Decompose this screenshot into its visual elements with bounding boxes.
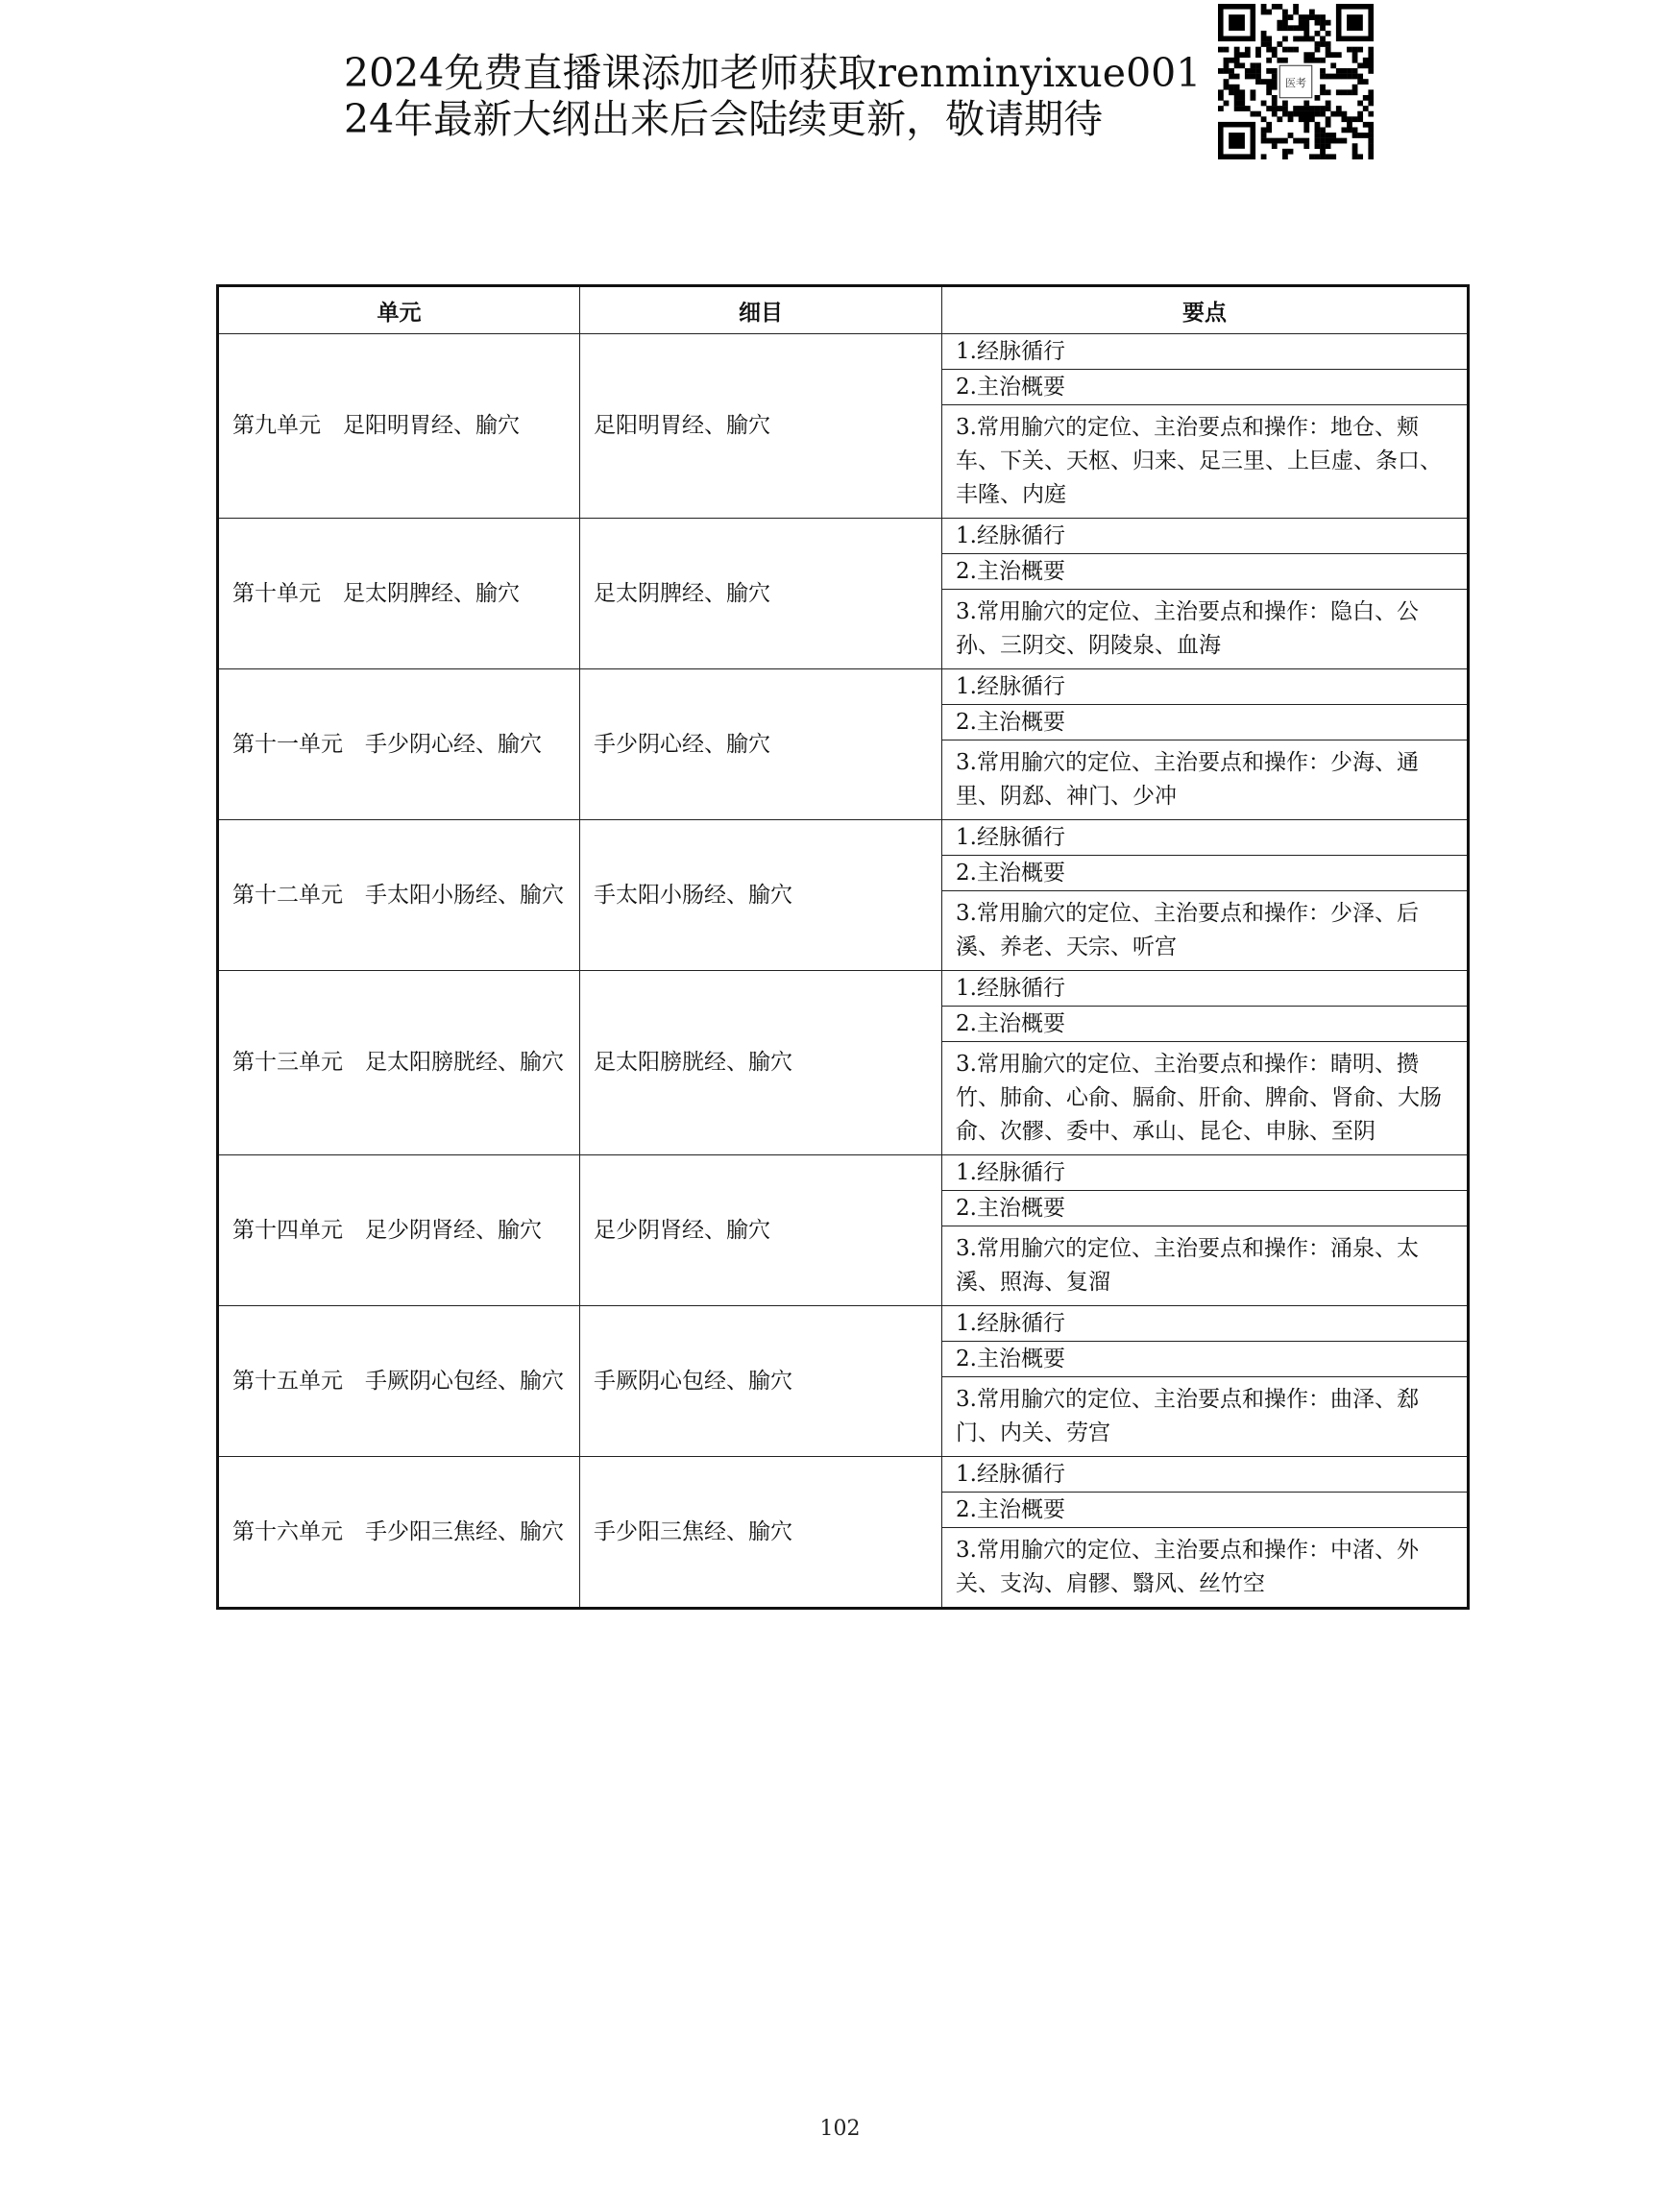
subitem-cell: 足阳明胃经、腧穴 [580,334,942,519]
promo-header [344,50,1208,142]
table-header-row [218,286,1469,334]
keypoint-cell: 3.常用腧穴的定位、主治要点和操作：中渚、外关、支沟、肩髎、翳风、丝竹空 [942,1528,1469,1609]
unit-cell: 第十单元 足太阴脾经、腧穴 [218,519,580,669]
keypoint-cell: 3.常用腧穴的定位、主治要点和操作：睛明、攒竹、肺俞、心俞、膈俞、肝俞、脾俞、肾俞、大肠俞、次髎、委中、承山、昆仑、申脉、至阴 [942,1042,1469,1155]
table-row [218,334,1469,370]
promo-line-1: 2024免费直播课添加老师获取renminyixue001 [344,50,1202,96]
unit-cell: 第十六单元 手少阳三焦经、腧穴 [218,1457,580,1609]
keypoint-cell: 2.主治概要 [942,856,1469,891]
table-row [218,669,1469,705]
subitem-cell: 足太阴脾经、腧穴 [580,519,942,669]
page-number: 102 [819,2117,861,2141]
keypoint-cell: 1.经脉循行 [942,334,1469,370]
unit-cell: 第十四单元 足少阴肾经、腧穴 [218,1155,580,1306]
keypoint-cell: 2.主治概要 [942,554,1469,590]
keypoint-cell: 1.经脉循行 [942,519,1469,554]
subitem-cell: 足太阳膀胱经、腧穴 [580,971,942,1155]
keypoint-cell: 2.主治概要 [942,1191,1469,1226]
keypoint-cell: 1.经脉循行 [942,669,1469,705]
table-body [218,334,1469,1609]
keypoint-cell: 2.主治概要 [942,1493,1469,1528]
syllabus-table [216,284,1470,1610]
table-row [218,971,1469,1007]
keypoint-cell: 2.主治概要 [942,1342,1469,1377]
qr-code-image [1218,4,1374,159]
keypoint-cell: 3.常用腧穴的定位、主治要点和操作：曲泽、郄门、内关、劳宫 [942,1377,1469,1457]
unit-cell: 第十三单元 足太阳膀胱经、腧穴 [218,971,580,1155]
subitem-cell: 手厥阴心包经、腧穴 [580,1306,942,1457]
table-row [218,519,1469,554]
unit-cell: 第十二单元 手太阳小肠经、腧穴 [218,820,580,971]
keypoint-cell: 3.常用腧穴的定位、主治要点和操作：少泽、后溪、养老、天宗、听宫 [942,891,1469,971]
keypoint-cell: 3.常用腧穴的定位、主治要点和操作：地仓、颊车、下关、天枢、归来、足三里、上巨虚、条口、丰隆、内庭 [942,405,1469,519]
promo-line-2: 24年最新大纲出来后会陆续更新，敬请期待 [344,96,1104,142]
column-header-keypoints: 要点 [942,286,1469,334]
keypoint-cell: 2.主治概要 [942,370,1469,405]
subitem-cell: 足少阴肾经、腧穴 [580,1155,942,1306]
table-row [218,820,1469,856]
keypoint-cell: 2.主治概要 [942,705,1469,740]
subitem-cell: 手少阴心经、腧穴 [580,669,942,820]
table-row [218,1306,1469,1342]
unit-cell: 第十五单元 手厥阴心包经、腧穴 [218,1306,580,1457]
keypoint-cell: 3.常用腧穴的定位、主治要点和操作：少海、通里、阴郄、神门、少冲 [942,740,1469,820]
keypoint-cell: 1.经脉循行 [942,820,1469,856]
subitem-cell: 手少阳三焦经、腧穴 [580,1457,942,1609]
column-header-unit: 单元 [218,286,580,334]
keypoint-cell: 2.主治概要 [942,1007,1469,1042]
table-row [218,1155,1469,1191]
keypoint-cell: 1.经脉循行 [942,1155,1469,1191]
keypoint-cell: 1.经脉循行 [942,1457,1469,1493]
keypoint-cell: 3.常用腧穴的定位、主治要点和操作：隐白、公孙、三阴交、阴陵泉、血海 [942,590,1469,669]
qr-logo-label: 医考 [1285,77,1306,89]
keypoint-cell: 3.常用腧穴的定位、主治要点和操作：涌泉、太溪、照海、复溜 [942,1226,1469,1306]
table-row [218,1457,1469,1493]
column-header-subitem: 细目 [580,286,942,334]
subitem-cell: 手太阳小肠经、腧穴 [580,820,942,971]
keypoint-cell: 1.经脉循行 [942,1306,1469,1342]
unit-cell: 第九单元 足阳明胃经、腧穴 [218,334,580,519]
unit-cell: 第十一单元 手少阴心经、腧穴 [218,669,580,820]
keypoint-cell: 1.经脉循行 [942,971,1469,1007]
